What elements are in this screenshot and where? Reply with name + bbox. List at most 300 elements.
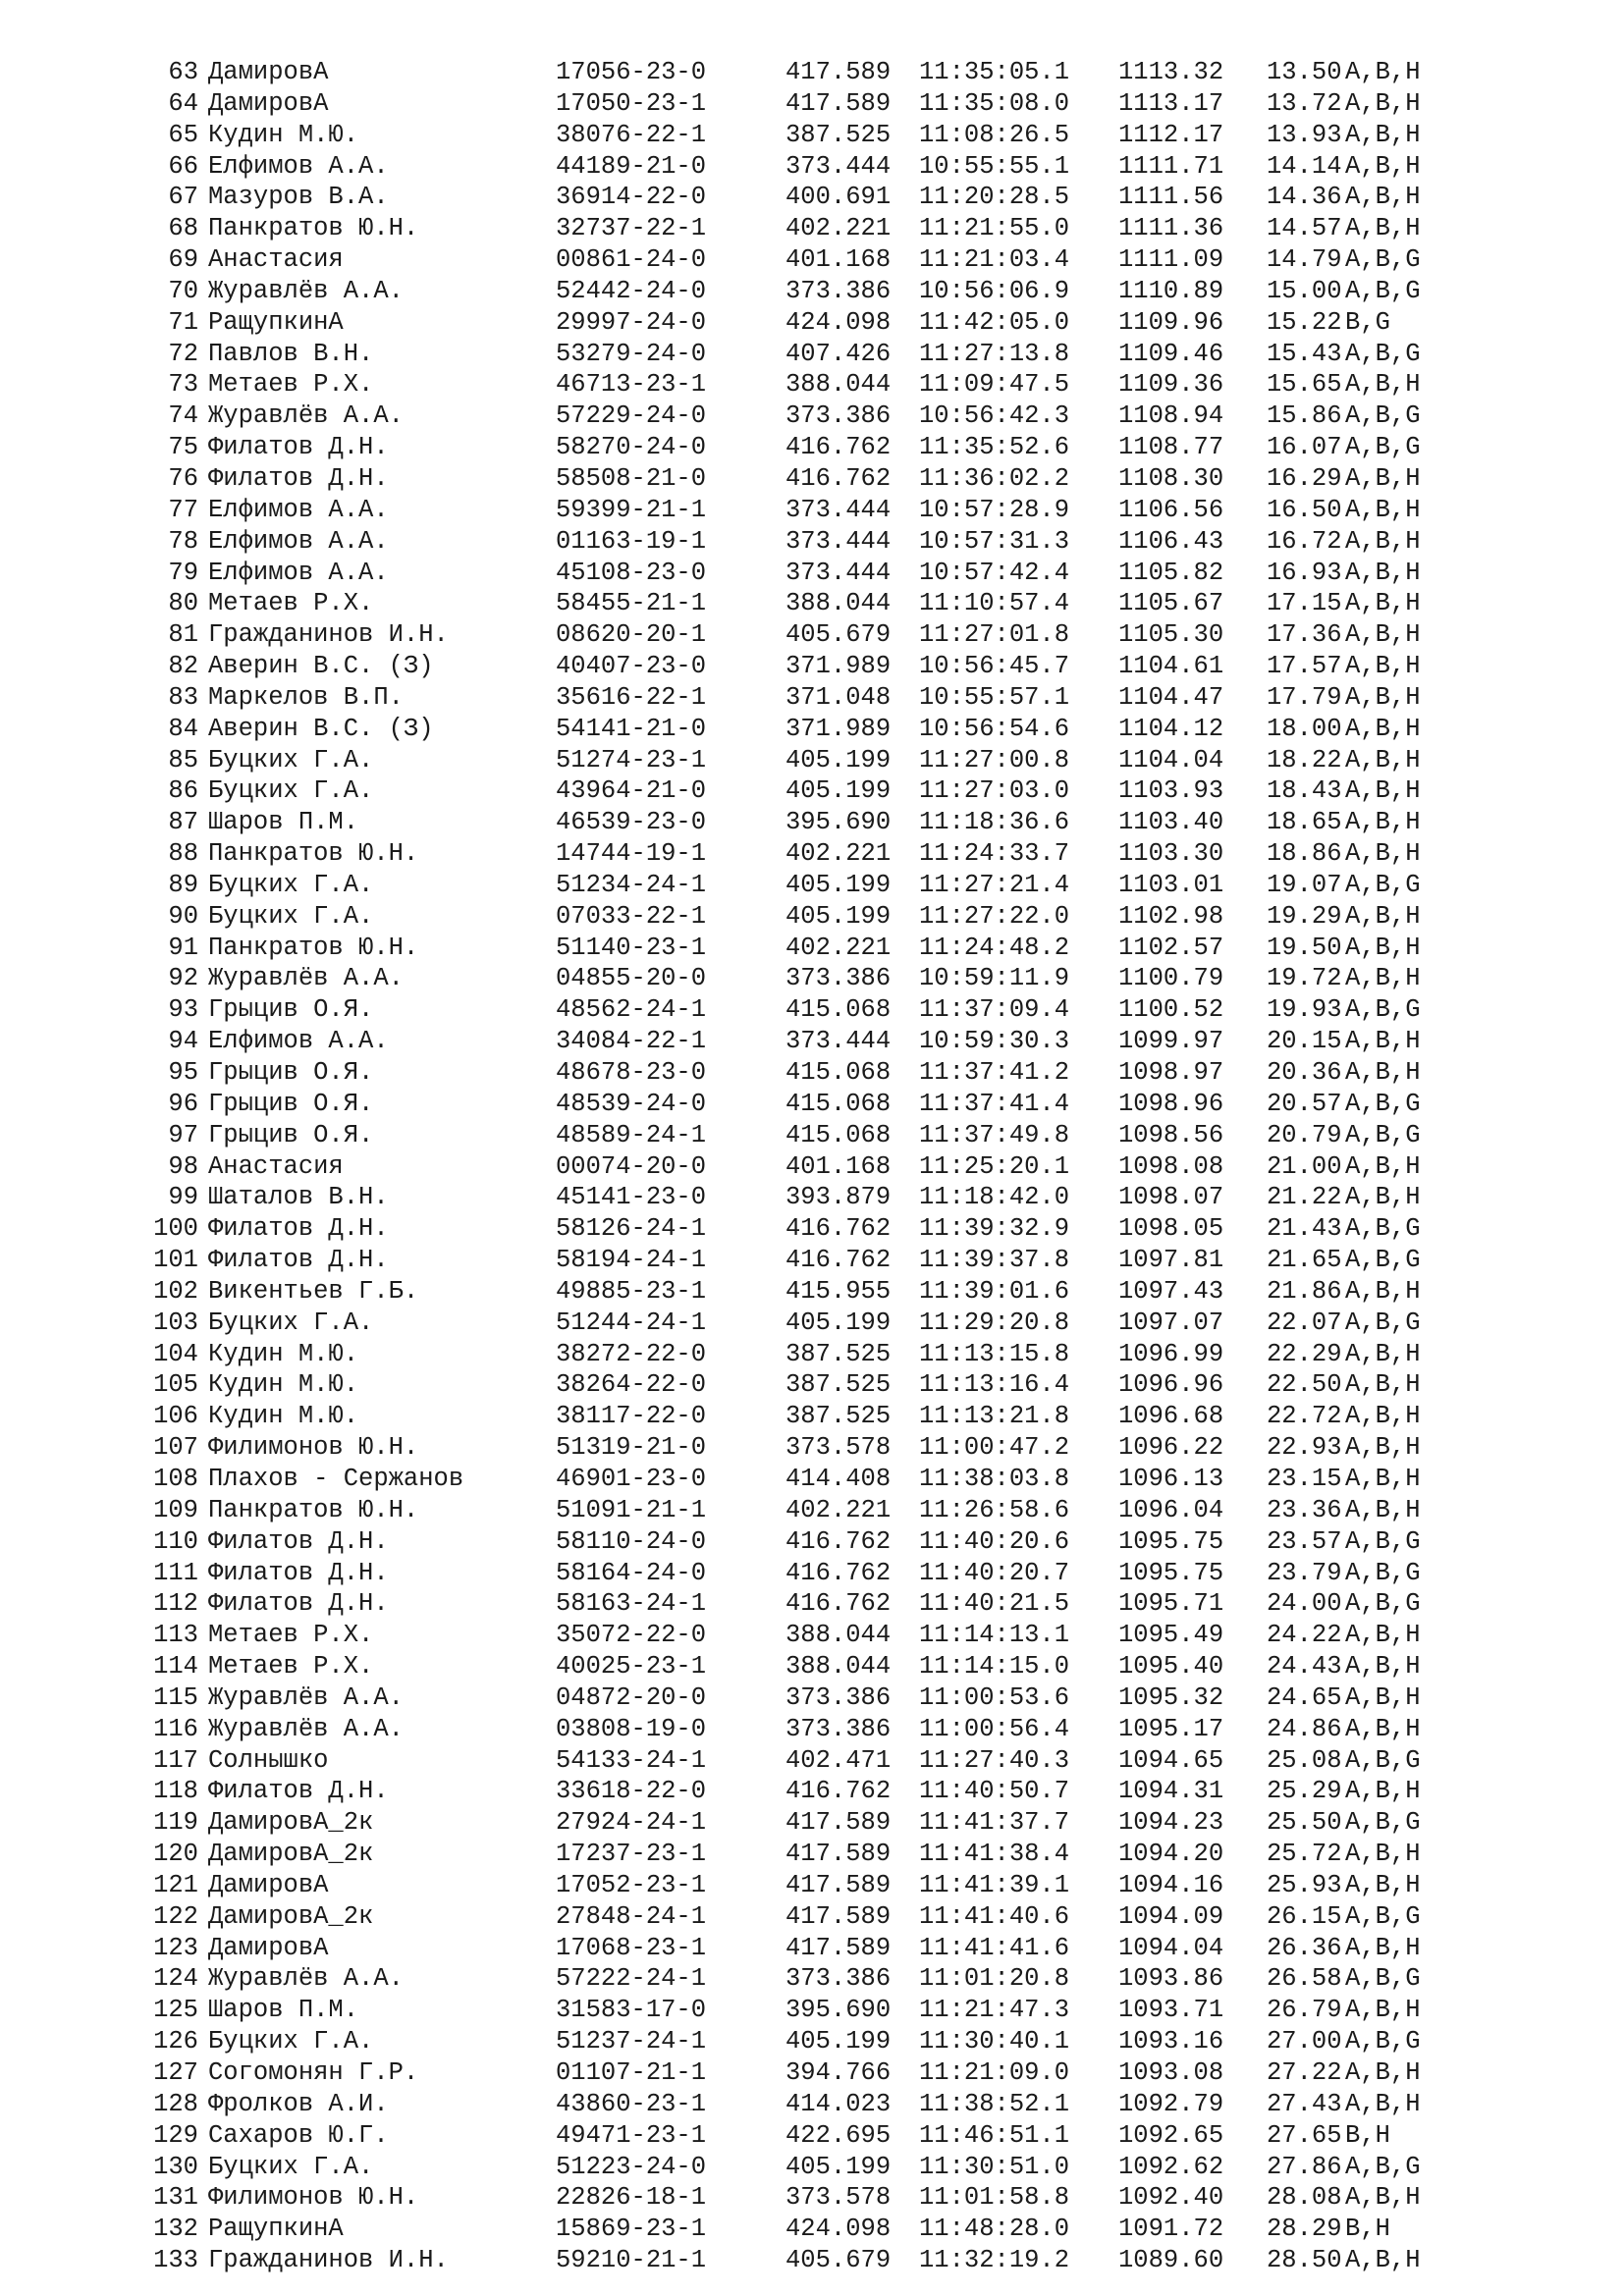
cell-name: Филимонов Ю.Н. xyxy=(208,1433,419,1463)
cell-groups: A,B,H xyxy=(1345,2058,1421,2087)
cell-arrival-time: 11:40:50.7 xyxy=(919,1777,1070,1806)
cell-distance: 400.691 xyxy=(785,183,892,212)
cell-name: Грыцив О.Я. xyxy=(208,1058,374,1087)
cell-distance: 387.525 xyxy=(785,120,892,149)
cell-ring-number: 58455-21-1 xyxy=(556,589,707,618)
cell-coefficient: 23.36 xyxy=(1267,1495,1342,1524)
cell-place: 74 xyxy=(168,401,198,431)
cell-groups: A,B,H xyxy=(1345,682,1421,712)
cell-groups: A,B,G xyxy=(1345,1964,1421,1994)
cell-distance: 395.690 xyxy=(785,808,892,837)
table-row xyxy=(0,745,1624,776)
cell-speed: 1109.96 xyxy=(1118,307,1224,337)
cell-speed: 1094.04 xyxy=(1118,1933,1224,1962)
cell-arrival-time: 11:38:03.8 xyxy=(919,1464,1070,1493)
table-row xyxy=(0,495,1624,526)
cell-groups: A,B,H xyxy=(1345,808,1421,837)
cell-ring-number: 52442-24-0 xyxy=(556,276,707,305)
cell-place: 75 xyxy=(168,433,198,462)
table-row xyxy=(0,1495,1624,1526)
cell-arrival-time: 11:48:28.0 xyxy=(919,2215,1070,2244)
cell-distance: 415.068 xyxy=(785,1058,892,1087)
cell-groups: A,B,H xyxy=(1345,495,1421,524)
cell-distance: 416.762 xyxy=(785,1558,892,1587)
cell-ring-number: 34084-22-1 xyxy=(556,1027,707,1056)
cell-speed: 1109.36 xyxy=(1118,370,1224,400)
cell-coefficient: 18.65 xyxy=(1267,808,1342,837)
table-row xyxy=(0,963,1624,994)
cell-coefficient: 27.22 xyxy=(1267,2058,1342,2087)
cell-speed: 1093.71 xyxy=(1118,1996,1224,2025)
cell-coefficient: 23.15 xyxy=(1267,1464,1342,1493)
cell-groups: A,B,H xyxy=(1345,620,1421,650)
cell-place: 89 xyxy=(168,870,198,899)
cell-distance: 416.762 xyxy=(785,463,892,493)
cell-ring-number: 58163-24-1 xyxy=(556,1589,707,1619)
cell-groups: A,B,H xyxy=(1345,58,1421,86)
cell-distance: 388.044 xyxy=(785,589,892,618)
cell-coefficient: 13.50 xyxy=(1267,58,1342,86)
cell-distance: 373.578 xyxy=(785,1433,892,1463)
cell-coefficient: 26.58 xyxy=(1267,1964,1342,1994)
cell-name: ДамировА xyxy=(208,88,329,118)
cell-place: 108 xyxy=(153,1464,198,1493)
cell-place: 121 xyxy=(153,1870,198,1899)
cell-distance: 422.695 xyxy=(785,2120,892,2150)
cell-arrival-time: 11:27:01.8 xyxy=(919,620,1070,650)
table-row xyxy=(0,1714,1624,1745)
cell-distance: 417.589 xyxy=(785,1933,892,1962)
cell-ring-number: 48539-24-0 xyxy=(556,1089,707,1118)
cell-coefficient: 15.86 xyxy=(1267,401,1342,431)
cell-name: Филатов Д.Н. xyxy=(208,1246,389,1275)
table-row xyxy=(0,1120,1624,1151)
table-row xyxy=(0,1933,1624,1964)
table-row xyxy=(0,588,1624,619)
cell-distance: 394.766 xyxy=(785,2058,892,2087)
table-row xyxy=(0,57,1624,88)
table-row xyxy=(0,1995,1624,2026)
cell-ring-number: 32737-22-1 xyxy=(556,214,707,243)
cell-distance: 405.199 xyxy=(785,901,892,931)
cell-coefficient: 22.07 xyxy=(1267,1308,1342,1337)
cell-place: 65 xyxy=(168,120,198,149)
cell-name: РащупкинА xyxy=(208,2215,344,2244)
cell-distance: 416.762 xyxy=(785,1214,892,1244)
cell-ring-number: 59210-21-1 xyxy=(556,2246,707,2275)
cell-coefficient: 19.72 xyxy=(1267,964,1342,993)
cell-place: 115 xyxy=(153,1682,198,1712)
table-row xyxy=(0,1651,1624,1682)
cell-arrival-time: 11:00:56.4 xyxy=(919,1714,1070,1743)
cell-coefficient: 17.15 xyxy=(1267,589,1342,618)
cell-speed: 1094.31 xyxy=(1118,1777,1224,1806)
cell-groups: A,B,H xyxy=(1345,1151,1421,1181)
cell-coefficient: 25.29 xyxy=(1267,1777,1342,1806)
cell-coefficient: 22.72 xyxy=(1267,1402,1342,1431)
cell-distance: 395.690 xyxy=(785,1996,892,2025)
cell-speed: 1108.94 xyxy=(1118,401,1224,431)
table-row xyxy=(0,651,1624,682)
cell-name: Елфимов А.А. xyxy=(208,495,389,524)
cell-name: ДамировА xyxy=(208,58,329,86)
cell-name: ДамировА xyxy=(208,1870,329,1899)
cell-speed: 1096.04 xyxy=(1118,1495,1224,1524)
cell-arrival-time: 10:56:42.3 xyxy=(919,401,1070,431)
cell-place: 100 xyxy=(153,1214,198,1244)
cell-name: Панкратов Ю.Н. xyxy=(208,214,419,243)
cell-groups: A,B,H xyxy=(1345,652,1421,681)
table-row xyxy=(0,2245,1624,2276)
cell-groups: A,B,H xyxy=(1345,120,1421,149)
table-row xyxy=(0,1401,1624,1432)
cell-place: 83 xyxy=(168,682,198,712)
cell-place: 101 xyxy=(153,1246,198,1275)
cell-speed: 1113.32 xyxy=(1118,58,1224,86)
cell-coefficient: 24.86 xyxy=(1267,1714,1342,1743)
cell-place: 110 xyxy=(153,1526,198,1556)
cell-speed: 1092.79 xyxy=(1118,2089,1224,2118)
cell-place: 69 xyxy=(168,245,198,275)
cell-ring-number: 36914-22-0 xyxy=(556,183,707,212)
cell-ring-number: 35616-22-1 xyxy=(556,682,707,712)
cell-ring-number: 58164-24-0 xyxy=(556,1558,707,1587)
cell-speed: 1093.16 xyxy=(1118,2027,1224,2056)
cell-speed: 1103.40 xyxy=(1118,808,1224,837)
cell-coefficient: 28.50 xyxy=(1267,2246,1342,2275)
cell-speed: 1095.32 xyxy=(1118,1682,1224,1712)
cell-groups: B,H xyxy=(1345,2120,1390,2150)
cell-arrival-time: 11:27:40.3 xyxy=(919,1745,1070,1775)
cell-arrival-time: 11:27:22.0 xyxy=(919,901,1070,931)
cell-groups: A,B,H xyxy=(1345,1058,1421,1087)
cell-place: 122 xyxy=(153,1901,198,1931)
cell-arrival-time: 10:59:11.9 xyxy=(919,964,1070,993)
cell-speed: 1097.81 xyxy=(1118,1246,1224,1275)
cell-ring-number: 08620-20-1 xyxy=(556,620,707,650)
cell-ring-number: 17237-23-1 xyxy=(556,1840,707,1869)
cell-ring-number: 54133-24-1 xyxy=(556,1745,707,1775)
cell-speed: 1095.49 xyxy=(1118,1621,1224,1650)
table-row xyxy=(0,2152,1624,2183)
cell-distance: 388.044 xyxy=(785,1621,892,1650)
cell-coefficient: 28.29 xyxy=(1267,2215,1342,2244)
cell-ring-number: 00861-24-0 xyxy=(556,245,707,275)
cell-name: Гражданинов И.Н. xyxy=(208,620,449,650)
cell-distance: 405.199 xyxy=(785,1308,892,1337)
cell-place: 78 xyxy=(168,526,198,556)
cell-place: 127 xyxy=(153,2058,198,2087)
cell-distance: 417.589 xyxy=(785,58,892,86)
cell-place: 133 xyxy=(153,2246,198,2275)
cell-arrival-time: 11:41:39.1 xyxy=(919,1870,1070,1899)
cell-groups: A,B,H xyxy=(1345,2246,1421,2275)
cell-arrival-time: 11:35:05.1 xyxy=(919,58,1070,86)
cell-speed: 1104.61 xyxy=(1118,652,1224,681)
cell-distance: 416.762 xyxy=(785,1526,892,1556)
cell-name: Филатов Д.Н. xyxy=(208,463,389,493)
cell-coefficient: 16.72 xyxy=(1267,526,1342,556)
cell-groups: A,B,H xyxy=(1345,88,1421,118)
cell-name: Викентьев Г.Б. xyxy=(208,1276,419,1306)
table-row xyxy=(0,400,1624,432)
cell-arrival-time: 11:09:47.5 xyxy=(919,370,1070,400)
cell-place: 119 xyxy=(153,1808,198,1838)
cell-coefficient: 27.65 xyxy=(1267,2120,1342,2150)
cell-groups: A,B,H xyxy=(1345,1652,1421,1682)
cell-groups: A,B,G xyxy=(1345,870,1421,899)
cell-coefficient: 16.07 xyxy=(1267,433,1342,462)
cell-name: Панкратов Ю.Н. xyxy=(208,1495,419,1524)
cell-place: 124 xyxy=(153,1964,198,1994)
cell-arrival-time: 10:59:30.3 xyxy=(919,1027,1070,1056)
cell-arrival-time: 11:37:49.8 xyxy=(919,1120,1070,1149)
table-row xyxy=(0,182,1624,213)
table-row xyxy=(0,1026,1624,1057)
cell-arrival-time: 11:01:20.8 xyxy=(919,1964,1070,1994)
cell-coefficient: 13.93 xyxy=(1267,120,1342,149)
cell-distance: 417.589 xyxy=(785,1840,892,1869)
cell-groups: A,B,H xyxy=(1345,1027,1421,1056)
table-row xyxy=(0,2214,1624,2245)
cell-speed: 1106.56 xyxy=(1118,495,1224,524)
cell-name: Буцких Г.А. xyxy=(208,776,374,806)
cell-arrival-time: 11:13:21.8 xyxy=(919,1402,1070,1431)
cell-coefficient: 27.43 xyxy=(1267,2089,1342,2118)
cell-ring-number: 44189-21-0 xyxy=(556,151,707,181)
cell-distance: 405.679 xyxy=(785,620,892,650)
cell-place: 117 xyxy=(153,1745,198,1775)
cell-groups: A,B,H xyxy=(1345,370,1421,400)
cell-speed: 1095.17 xyxy=(1118,1714,1224,1743)
cell-arrival-time: 11:13:15.8 xyxy=(919,1339,1070,1368)
cell-speed: 1092.65 xyxy=(1118,2120,1224,2150)
cell-distance: 373.444 xyxy=(785,151,892,181)
cell-distance: 402.221 xyxy=(785,933,892,962)
cell-speed: 1089.60 xyxy=(1118,2246,1224,2275)
cell-name: Метаев Р.Х. xyxy=(208,370,374,400)
table-row xyxy=(0,88,1624,120)
cell-speed: 1104.12 xyxy=(1118,714,1224,743)
cell-place: 80 xyxy=(168,589,198,618)
cell-ring-number: 40025-23-1 xyxy=(556,1652,707,1682)
table-row xyxy=(0,775,1624,807)
cell-groups: A,B,H xyxy=(1345,776,1421,806)
cell-groups: A,B,H xyxy=(1345,589,1421,618)
cell-coefficient: 14.36 xyxy=(1267,183,1342,212)
cell-distance: 416.762 xyxy=(785,433,892,462)
table-row xyxy=(0,1682,1624,1714)
cell-distance: 387.525 xyxy=(785,1402,892,1431)
cell-arrival-time: 11:13:16.4 xyxy=(919,1370,1070,1400)
cell-speed: 1103.93 xyxy=(1118,776,1224,806)
cell-speed: 1111.71 xyxy=(1118,151,1224,181)
cell-groups: A,B,H xyxy=(1345,2089,1421,2118)
cell-ring-number: 38264-22-0 xyxy=(556,1370,707,1400)
table-row xyxy=(0,714,1624,745)
cell-groups: A,B,G xyxy=(1345,1589,1421,1619)
cell-place: 85 xyxy=(168,745,198,774)
cell-groups: A,B,G xyxy=(1345,1120,1421,1149)
cell-speed: 1111.56 xyxy=(1118,183,1224,212)
cell-arrival-time: 10:57:31.3 xyxy=(919,526,1070,556)
cell-distance: 371.989 xyxy=(785,652,892,681)
table-row xyxy=(0,1151,1624,1183)
cell-arrival-time: 11:21:47.3 xyxy=(919,1996,1070,2025)
cell-coefficient: 20.57 xyxy=(1267,1089,1342,1118)
cell-name: Журавлёв А.А. xyxy=(208,1682,404,1712)
cell-ring-number: 07033-22-1 xyxy=(556,901,707,931)
table-row xyxy=(0,1057,1624,1089)
cell-name: Филатов Д.Н. xyxy=(208,1589,389,1619)
cell-place: 116 xyxy=(153,1714,198,1743)
cell-ring-number: 38117-22-0 xyxy=(556,1402,707,1431)
cell-place: 96 xyxy=(168,1089,198,1118)
cell-arrival-time: 10:57:42.4 xyxy=(919,558,1070,587)
cell-coefficient: 19.29 xyxy=(1267,901,1342,931)
cell-coefficient: 21.00 xyxy=(1267,1151,1342,1181)
cell-arrival-time: 11:41:40.6 xyxy=(919,1901,1070,1931)
cell-arrival-time: 11:21:55.0 xyxy=(919,214,1070,243)
cell-distance: 416.762 xyxy=(785,1246,892,1275)
cell-coefficient: 18.86 xyxy=(1267,839,1342,869)
cell-arrival-time: 11:35:52.6 xyxy=(919,433,1070,462)
cell-groups: A,B,H xyxy=(1345,151,1421,181)
cell-groups: A,B,G xyxy=(1345,995,1421,1025)
cell-speed: 1105.30 xyxy=(1118,620,1224,650)
cell-name: Буцких Г.А. xyxy=(208,2152,374,2181)
cell-groups: A,B,G xyxy=(1345,1558,1421,1587)
cell-arrival-time: 11:08:26.5 xyxy=(919,120,1070,149)
cell-ring-number: 45141-23-0 xyxy=(556,1183,707,1212)
cell-groups: A,B,H xyxy=(1345,463,1421,493)
cell-arrival-time: 11:14:15.0 xyxy=(919,1652,1070,1682)
cell-coefficient: 26.79 xyxy=(1267,1996,1342,2025)
cell-name: Мазуров В.А. xyxy=(208,183,389,212)
cell-coefficient: 17.36 xyxy=(1267,620,1342,650)
cell-speed: 1098.56 xyxy=(1118,1120,1224,1149)
table-row xyxy=(0,307,1624,339)
cell-ring-number: 57222-24-1 xyxy=(556,1964,707,1994)
cell-arrival-time: 11:27:13.8 xyxy=(919,339,1070,368)
cell-name: Метаев Р.Х. xyxy=(208,1621,374,1650)
cell-name: Грыцив О.Я. xyxy=(208,995,374,1025)
cell-name: Гражданинов И.Н. xyxy=(208,2246,449,2275)
cell-ring-number: 38272-22-0 xyxy=(556,1339,707,1368)
cell-name: Журавлёв А.А. xyxy=(208,401,404,431)
cell-place: 73 xyxy=(168,370,198,400)
results-table xyxy=(0,57,1624,2276)
cell-coefficient: 20.79 xyxy=(1267,1120,1342,1149)
cell-coefficient: 15.65 xyxy=(1267,370,1342,400)
cell-distance: 417.589 xyxy=(785,88,892,118)
cell-ring-number: 46901-23-0 xyxy=(556,1464,707,1493)
cell-groups: A,B,H xyxy=(1345,1339,1421,1368)
cell-ring-number: 46713-23-1 xyxy=(556,370,707,400)
cell-coefficient: 24.43 xyxy=(1267,1652,1342,1682)
table-row xyxy=(0,2089,1624,2120)
cell-speed: 1111.09 xyxy=(1118,245,1224,275)
cell-groups: A,B,G xyxy=(1345,1901,1421,1931)
cell-arrival-time: 11:30:40.1 xyxy=(919,2027,1070,2056)
cell-speed: 1094.09 xyxy=(1118,1901,1224,1931)
cell-ring-number: 04872-20-0 xyxy=(556,1682,707,1712)
cell-arrival-time: 11:35:08.0 xyxy=(919,88,1070,118)
cell-ring-number: 51091-21-1 xyxy=(556,1495,707,1524)
table-row xyxy=(0,1245,1624,1276)
cell-coefficient: 16.50 xyxy=(1267,495,1342,524)
cell-name: Солнышко xyxy=(208,1745,329,1775)
cell-place: 112 xyxy=(153,1589,198,1619)
cell-arrival-time: 11:27:03.0 xyxy=(919,776,1070,806)
table-row xyxy=(0,463,1624,495)
table-row xyxy=(0,1213,1624,1245)
cell-distance: 405.199 xyxy=(785,2152,892,2181)
cell-ring-number: 40407-23-0 xyxy=(556,652,707,681)
cell-ring-number: 03808-19-0 xyxy=(556,1714,707,1743)
cell-ring-number: 04855-20-0 xyxy=(556,964,707,993)
cell-ring-number: 54141-21-0 xyxy=(556,714,707,743)
cell-name: Грыцив О.Я. xyxy=(208,1120,374,1149)
table-row xyxy=(0,1807,1624,1839)
cell-speed: 1097.43 xyxy=(1118,1276,1224,1306)
cell-coefficient: 14.79 xyxy=(1267,245,1342,275)
cell-arrival-time: 11:37:41.2 xyxy=(919,1058,1070,1087)
cell-name: Буцких Г.А. xyxy=(208,1308,374,1337)
cell-arrival-time: 11:21:03.4 xyxy=(919,245,1070,275)
cell-arrival-time: 11:18:42.0 xyxy=(919,1183,1070,1212)
table-row xyxy=(0,1588,1624,1620)
cell-coefficient: 20.15 xyxy=(1267,1027,1342,1056)
cell-name: Грыцив О.Я. xyxy=(208,1089,374,1118)
table-row xyxy=(0,1526,1624,1558)
cell-ring-number: 51237-24-1 xyxy=(556,2027,707,2056)
cell-distance: 415.068 xyxy=(785,1089,892,1118)
cell-coefficient: 23.57 xyxy=(1267,1526,1342,1556)
cell-groups: A,B,G xyxy=(1345,1089,1421,1118)
table-row xyxy=(0,339,1624,370)
cell-coefficient: 23.79 xyxy=(1267,1558,1342,1587)
cell-place: 92 xyxy=(168,964,198,993)
cell-name: Буцких Г.А. xyxy=(208,2027,374,2056)
cell-ring-number: 22826-18-1 xyxy=(556,2183,707,2213)
cell-groups: A,B,H xyxy=(1345,1464,1421,1493)
cell-ring-number: 35072-22-0 xyxy=(556,1621,707,1650)
cell-distance: 407.426 xyxy=(785,339,892,368)
cell-distance: 373.444 xyxy=(785,558,892,587)
cell-speed: 1105.67 xyxy=(1118,589,1224,618)
cell-ring-number: 17052-23-1 xyxy=(556,1870,707,1899)
cell-groups: A,B,H xyxy=(1345,1870,1421,1899)
cell-arrival-time: 10:55:57.1 xyxy=(919,682,1070,712)
cell-name: ДамировА_2к xyxy=(208,1808,374,1838)
cell-name: ДамировА_2к xyxy=(208,1840,374,1869)
cell-coefficient: 19.93 xyxy=(1267,995,1342,1025)
cell-name: Елфимов А.А. xyxy=(208,151,389,181)
cell-place: 111 xyxy=(153,1558,198,1587)
cell-name: Кудин М.Ю. xyxy=(208,1339,359,1368)
cell-arrival-time: 11:41:37.7 xyxy=(919,1808,1070,1838)
cell-arrival-time: 11:20:28.5 xyxy=(919,183,1070,212)
cell-place: 125 xyxy=(153,1996,198,2025)
cell-place: 126 xyxy=(153,2027,198,2056)
table-row xyxy=(0,1776,1624,1807)
cell-coefficient: 15.22 xyxy=(1267,307,1342,337)
cell-ring-number: 58194-24-1 xyxy=(556,1246,707,1275)
cell-ring-number: 00074-20-0 xyxy=(556,1151,707,1181)
cell-distance: 405.199 xyxy=(785,2027,892,2056)
cell-distance: 373.386 xyxy=(785,1964,892,1994)
